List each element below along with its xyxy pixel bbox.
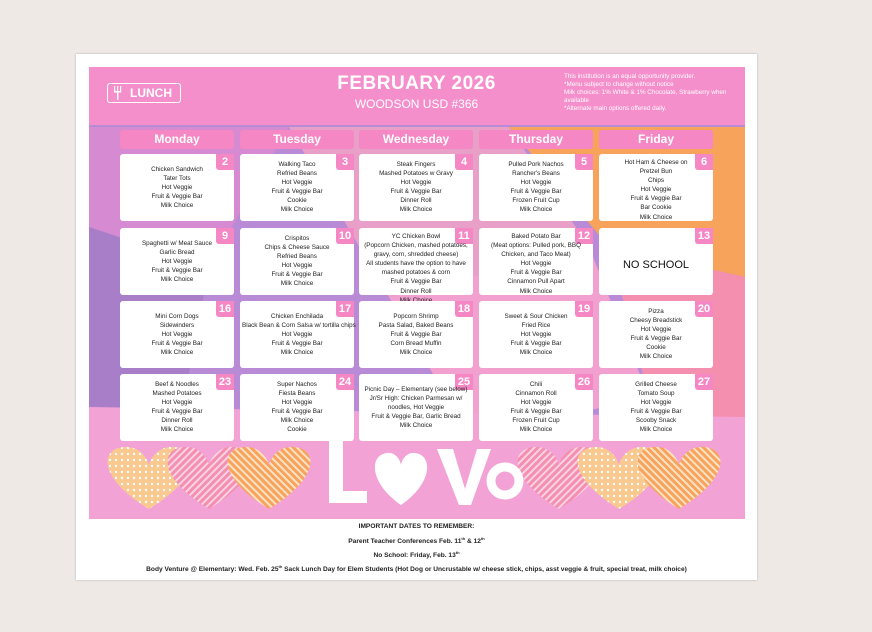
day-number: 12 [575, 228, 593, 244]
menu-item: Tater Tots [163, 175, 191, 183]
menu-items [361, 385, 471, 430]
day-number: 13 [695, 228, 713, 244]
menu-item: Fruit & Veggie Bar [510, 340, 562, 348]
menu-items [242, 312, 356, 357]
calendar-day-cell [120, 228, 234, 295]
day-number: 26 [575, 374, 593, 390]
menu-item: Milk Choice [280, 206, 314, 214]
menu-item: YC Chicken Bowl [391, 233, 441, 240]
menu-item: Milk Choice [280, 417, 314, 425]
menu-item: Chicken Enchilada [270, 313, 324, 320]
menu-item: Milk Choice [399, 349, 433, 357]
note-line: *Alternate main options offered daily. [564, 105, 667, 112]
menu-item: Fruit & Veggie Bar [151, 267, 203, 275]
menu-item: Popcorn Shrimp [393, 313, 439, 320]
no-school-date: No School: Friday, Feb. 13th [373, 550, 460, 560]
day-number: 23 [216, 374, 234, 390]
menu-item: Chips & Cheese Sauce [264, 244, 330, 252]
menu-item: Hot Veggie [640, 326, 672, 334]
menu-item: Fruit & Veggie Bar [271, 271, 323, 279]
menu-item: Baked Potato Bar [511, 233, 561, 240]
important-dates-heading: IMPORTANT DATES TO REMEMBER: [358, 523, 475, 530]
menu-item: (Popcorn Chicken, mashed potatoes, [364, 242, 468, 250]
menu-item: Milk Choice [519, 287, 553, 295]
menu-item: Fruit & Veggie Bar [630, 195, 682, 203]
menu-item: Milk Choice [280, 349, 314, 357]
calendar-day-cell [240, 301, 354, 368]
day-number: 6 [695, 154, 713, 170]
menu-item: Crispitos [284, 235, 310, 242]
calendar-day-cell [599, 374, 713, 441]
menu-item: Cookie [287, 426, 307, 434]
menu-item: Fruit & Veggie Bar [151, 408, 203, 416]
menu-poster [89, 67, 745, 519]
fork-icon [112, 86, 124, 100]
page-title: FEBRUARY 2026 [337, 73, 496, 94]
menu-item: All students have the option to have [366, 260, 466, 268]
day-header-wednesday: Wednesday [359, 130, 473, 149]
calendar-day-cell [479, 301, 593, 368]
day-number: 5 [575, 154, 593, 170]
day-number: 27 [695, 374, 713, 390]
menu-item: Cookie [646, 344, 666, 352]
menu-item: Hot Veggie [161, 331, 193, 339]
calendar-day-cell [359, 374, 473, 441]
menu-items [481, 312, 591, 357]
day-number: 16 [216, 301, 234, 317]
menu-item: Fried Rice [521, 322, 551, 330]
menu-item: Fruit & Veggie Bar [510, 408, 562, 416]
menu-item: Pasta Salad, Baked Beans [378, 322, 454, 330]
menu-items [242, 234, 352, 289]
menu-item: Fruit & Veggie Bar, Garlic Bread [371, 413, 461, 421]
day-number: 20 [695, 301, 713, 317]
menu-notes [564, 73, 739, 113]
menu-item: Fruit & Veggie Bar [151, 340, 203, 348]
menu-item: Garlic Bread [159, 249, 195, 257]
menu-item: Sweet & Sour Chicken [504, 313, 568, 320]
menu-item: Corn Bread Muffin [390, 340, 442, 348]
menu-items [361, 232, 471, 305]
day-number: 4 [455, 154, 473, 170]
conference-dates: Parent Teacher Conferences Feb. 11th & 12th [348, 536, 485, 546]
menu-items [361, 312, 471, 357]
menu-items [481, 160, 591, 215]
menu-item: gravy, corn, shredded cheese) [373, 251, 459, 259]
lunch-badge [107, 83, 181, 103]
menu-items [481, 232, 591, 296]
calendar-day-cell [359, 228, 473, 295]
calendar-day-cell [599, 301, 713, 368]
menu-item: Scooby Snack [635, 417, 677, 425]
calendar-day-cell [240, 228, 354, 295]
menu-items [122, 312, 232, 357]
menu-item: Milk Choice [160, 349, 194, 357]
menu-item: (Meat options: Pulled pork, BBQ [491, 242, 581, 250]
menu-item: Chicken Sandwich [151, 166, 203, 173]
menu-item: Fruit & Veggie Bar [271, 340, 323, 348]
menu-item: Hot Veggie [161, 184, 193, 192]
day-number: 11 [455, 228, 473, 244]
menu-items [122, 380, 232, 435]
menu-items [122, 165, 232, 210]
menu-item: Mashed Potatoes w Gravy [379, 170, 453, 178]
menu-item: Hot Veggie [281, 399, 313, 407]
menu-item: Hot Ham & Cheese on [624, 159, 688, 166]
menu-item: Jr/Sr High: Chicken Parmesan w/ [369, 395, 463, 403]
district-name: WOODSON USD #366 [354, 97, 479, 111]
menu-page [76, 54, 757, 580]
menu-item: Hot Veggie [520, 260, 552, 268]
calendar-day-cell [359, 154, 473, 221]
menu-item: Cheesy Breadstick [629, 317, 683, 325]
menu-item: Hot Veggie [640, 186, 672, 194]
menu-item: Hot Veggie [281, 331, 313, 339]
menu-item: Bar Cookie [640, 204, 672, 212]
calendar-day-cell [479, 228, 593, 295]
menu-item: Fruit & Veggie Bar [151, 193, 203, 201]
menu-item: Sidewinders [159, 322, 195, 330]
menu-item: Fruit & Veggie Bar [390, 331, 442, 339]
menu-items [361, 160, 471, 215]
menu-item: Hot Veggie [161, 258, 193, 266]
menu-item: Chili [529, 381, 543, 388]
menu-item: Steak Fingers [396, 161, 436, 168]
menu-item: Fruit & Veggie Bar [271, 188, 323, 196]
menu-item: Refried Beans [277, 170, 317, 178]
calendar-day-cell [479, 374, 593, 441]
menu-item: Fruit & Veggie Bar [271, 408, 323, 416]
menu-item: Fruit & Veggie Bar [390, 278, 442, 286]
calendar-day-cell [599, 154, 713, 221]
menu-item: Hot Veggie [520, 331, 552, 339]
menu-item: Pizza [648, 308, 664, 315]
menu-item: Fruit & Veggie Bar [390, 188, 442, 196]
menu-item: Milk Choice [399, 206, 433, 214]
menu-items [601, 307, 711, 362]
menu-item: Picnic Day – Elementary (see below) [364, 386, 468, 393]
menu-item: noodles, Hot Veggie [387, 404, 445, 412]
menu-item: Milk Choice [160, 276, 194, 284]
menu-item: Hot Veggie [520, 399, 552, 407]
menu-item: Milk Choice [160, 426, 194, 434]
menu-item: Mini Corn Dogs [155, 313, 199, 320]
menu-item: Hot Veggie [640, 399, 672, 407]
menu-item: Chips [647, 177, 665, 185]
menu-item: Refried Beans [277, 253, 317, 261]
menu-item: Dinner Roll [161, 417, 193, 425]
day-number: 17 [336, 301, 354, 317]
menu-item: Milk Choice [280, 280, 314, 288]
menu-item: Hot Veggie [400, 179, 432, 187]
lunch-badge-label: LUNCH [130, 86, 172, 100]
note-line: Milk choices: 1% White & 1% Chocolate, Strawberry when available [564, 89, 727, 104]
menu-item: Fruit & Veggie Bar [510, 188, 562, 196]
menu-items [122, 239, 232, 284]
menu-item: Milk Choice [639, 213, 673, 221]
menu-item: Fruit & Veggie Bar [630, 335, 682, 343]
day-number: 24 [336, 374, 354, 390]
menu-item: Black Bean & Corn Salsa w/ tortilla chips [242, 322, 356, 330]
no-school-label: NO SCHOOL [622, 259, 689, 271]
menu-item: Grilled Cheese [635, 381, 677, 388]
menu-item: Fruit & Veggie Bar [630, 408, 682, 416]
menu-item: Rancher's Beans [512, 170, 560, 178]
menu-item: Pulled Pork Nachos [508, 161, 564, 168]
menu-item: Milk Choice [160, 202, 194, 210]
menu-item: Fiesta Beans [278, 390, 316, 398]
menu-items [601, 380, 711, 435]
menu-item: Beef & Noodles [155, 381, 199, 388]
menu-item: Spaghetti w/ Meat Sauce [141, 240, 212, 247]
menu-item: Cinnamon Pull Apart [507, 278, 565, 286]
menu-item: Frozen Fruit Cup [512, 417, 560, 425]
day-number: 3 [336, 154, 354, 170]
day-number: 9 [216, 228, 234, 244]
menu-item: Cookie [287, 197, 307, 205]
menu-item: Hot Veggie [281, 262, 313, 270]
menu-item: Tomato Soup [637, 390, 675, 398]
menu-items [601, 158, 711, 222]
calendar-day-cell [359, 301, 473, 368]
menu-item: Walking Taco [278, 161, 316, 168]
menu-items [481, 380, 591, 435]
day-header-friday: Friday [599, 130, 713, 149]
menu-item: Milk Choice [519, 206, 553, 214]
menu-item: Hot Veggie [161, 399, 193, 407]
day-number: 25 [455, 374, 473, 390]
menu-item: Cinnamon Roll [515, 390, 557, 398]
menu-item: mashed potatoes & corn [381, 269, 451, 277]
note-line: *Menu subject to change without notice [564, 81, 674, 88]
menu-item: Hot Veggie [520, 179, 552, 187]
calendar-day-cell [599, 228, 713, 295]
body-venture-note: Body Venture @ Elementary: Wed. Feb. 25th Sack Lunch Day for Elem Students (Hot Dog or Uncrustable w/ cheese stick, chips, asst veggie & fruit, special treat, milk choice) [146, 564, 687, 574]
menu-item: Hot Veggie [281, 179, 313, 187]
menu-item: Dinner Roll [400, 197, 432, 205]
day-header-thursday: Thursday [479, 130, 593, 149]
menu-item: Fruit & Veggie Bar [510, 269, 562, 277]
day-number: 10 [336, 228, 354, 244]
day-header-monday: Monday [120, 130, 234, 149]
calendar-day-cell [120, 154, 234, 221]
menu-items [242, 380, 352, 435]
menu-item: Milk Choice [399, 422, 433, 430]
day-number: 18 [455, 301, 473, 317]
day-header-tuesday: Tuesday [240, 130, 354, 149]
calendar-day-cell [479, 154, 593, 221]
calendar-day-cell [240, 374, 354, 441]
love-graphic [319, 435, 519, 515]
calendar-day-cell [240, 154, 354, 221]
menu-item: Frozen Fruit Cup [512, 197, 560, 205]
menu-item: Pretzel Bun [639, 168, 673, 176]
menu-item: Mashed Potatoes [152, 390, 202, 398]
day-number: 19 [575, 301, 593, 317]
note-line: This institution is an equal opportunity provider. [564, 73, 696, 80]
calendar-day-cell [120, 301, 234, 368]
menu-item: Chicken, and Taco Meat) [501, 251, 571, 259]
menu-item: Super Nachos [277, 381, 317, 388]
menu-item: Milk Choice [519, 349, 553, 357]
menu-item: Milk Choice [639, 353, 673, 361]
poster-header [89, 67, 745, 125]
menu-items [242, 160, 352, 215]
calendar-day-cell [120, 374, 234, 441]
menu-item: Milk Choice [639, 426, 673, 434]
day-number: 2 [216, 154, 234, 170]
menu-item: Milk Choice [519, 426, 553, 434]
menu-item: Dinner Roll [400, 287, 432, 295]
